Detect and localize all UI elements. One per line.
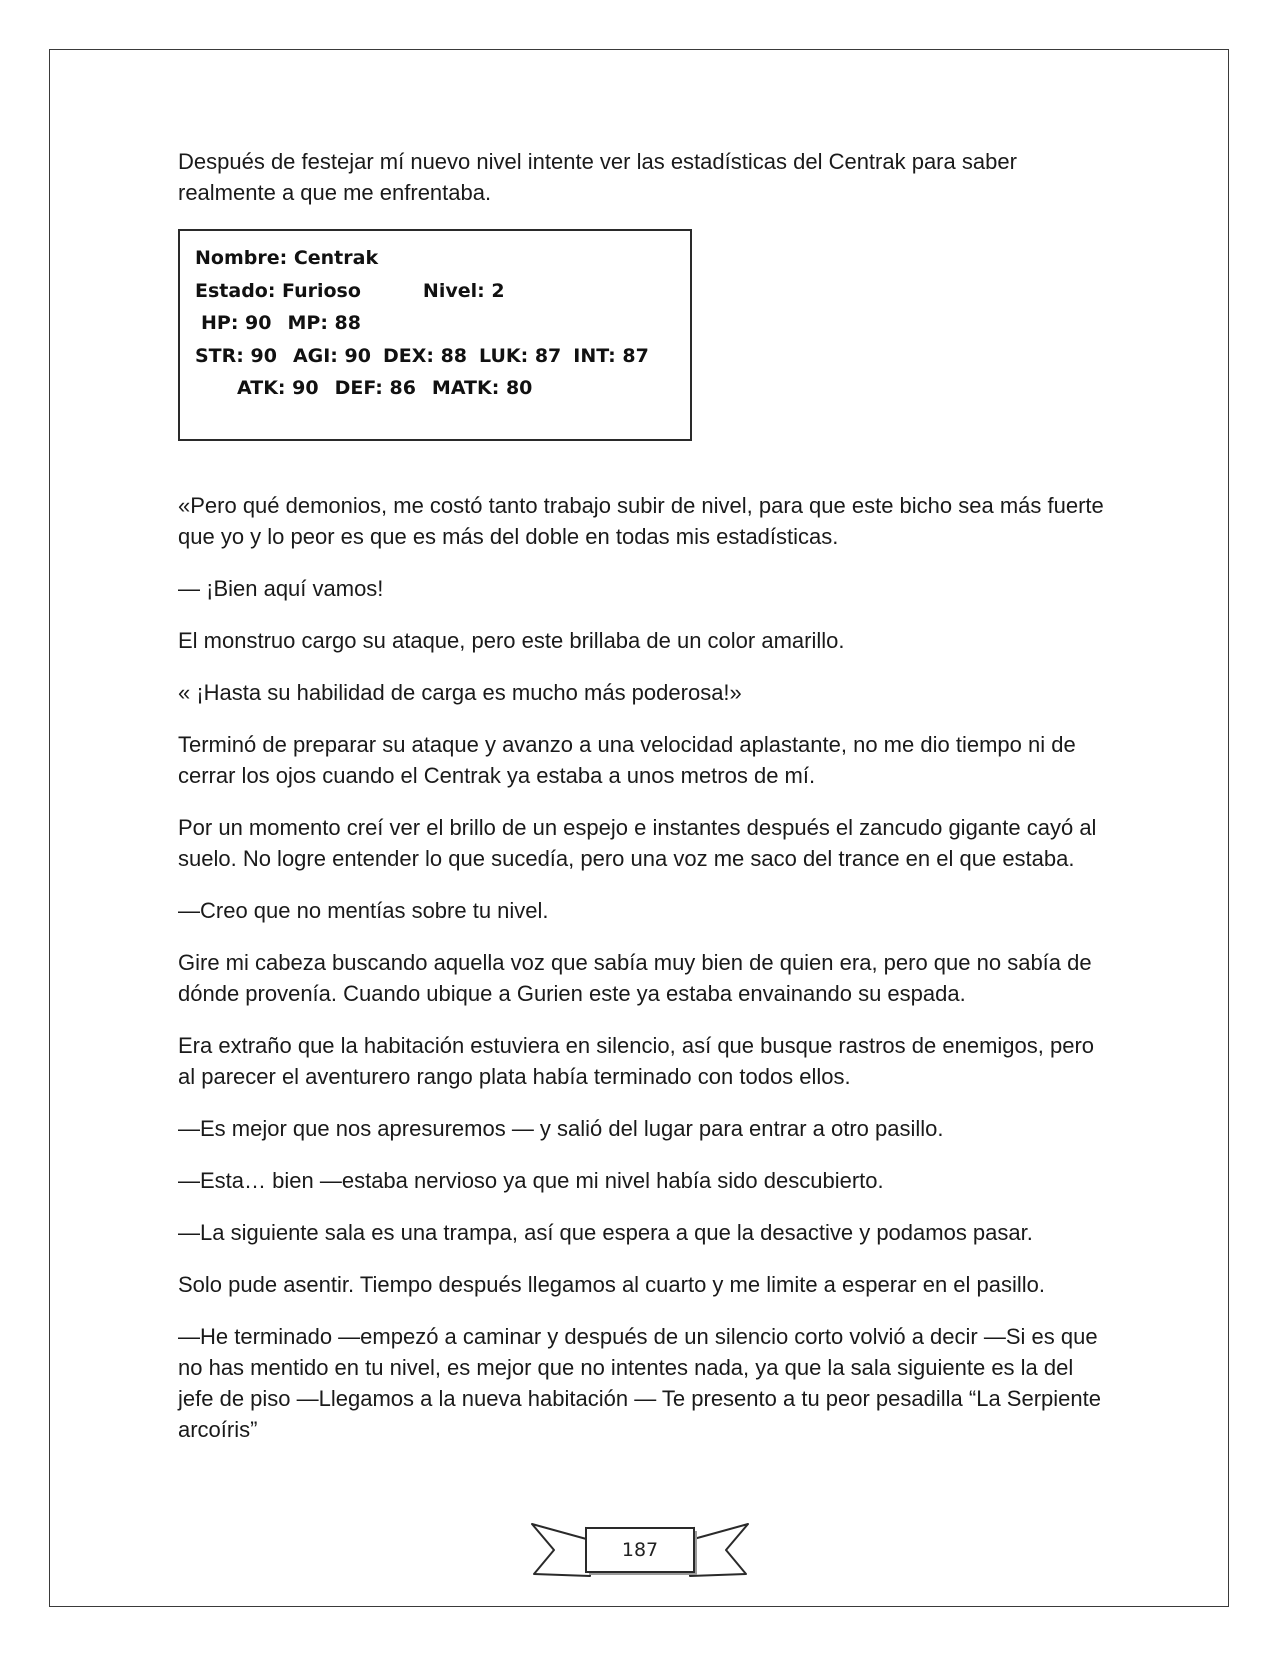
stats-attributes-row bbox=[195, 340, 690, 373]
paragraph: Solo pude asentir. Tiempo después llegamos al cuarto y me limite a esperar en el pasillo. bbox=[178, 1272, 1046, 1297]
stat-str: STR: 90 bbox=[195, 344, 277, 367]
dialogue-line: — ¡Bien aquí vamos! bbox=[178, 576, 384, 601]
intro-paragraph: Después de festejar mí nuevo nivel intente ver las estadísticas del Centrak para saber realmente a que me enfrentaba. bbox=[178, 149, 1017, 205]
paragraph: Por un momento creí ver el brillo de un espejo e instantes después el zancudo gigante cayó al suelo. No logre entender lo que sucedía, pero una voz me saco del trance en el que estaba. bbox=[178, 815, 1097, 871]
stat-int: INT: 87 bbox=[573, 344, 649, 367]
paragraph: Terminó de preparar su ataque y avanzo a una velocidad aplastante, no me dio tiempo ni de cerrar los ojos cuando el Centrak ya estaba a unos metros de mí. bbox=[178, 732, 1076, 788]
dialogue-line: —Esta… bien —estaba nervioso ya que mi nivel había sido descubierto. bbox=[178, 1168, 884, 1193]
stat-atk: ATK: 90 bbox=[237, 377, 319, 399]
dialogue-paragraph: —He terminado —empezó a caminar y después de un silencio corto volvió a decir —Si es que no has mentido en tu nivel, es mejor que no intentes nada, ya que la sala siguiente es la del jefe de piso —Llegamos a la nueva habitación — Te presento a tu peor pesadilla “La Serpiente arcoíris” bbox=[178, 1324, 1101, 1442]
stats-combat-row bbox=[195, 372, 690, 405]
dialogue-line: —La siguiente sala es una trampa, así que espera a que la desactive y podamos pasar. bbox=[178, 1220, 1033, 1245]
stat-def: DEF: 86 bbox=[334, 377, 416, 399]
stat-luk: LUK: 87 bbox=[479, 344, 562, 367]
stat-hp: HP: 90 bbox=[201, 312, 272, 334]
paragraph: Era extraño que la habitación estuviera en silencio, así que busque rastros de enemigos, pero al parecer el aventurero rango plata había terminado con todos ellos. bbox=[178, 1033, 1095, 1089]
stat-state: Estado: Furioso bbox=[195, 279, 361, 302]
page-number-banner bbox=[530, 1518, 750, 1586]
stat-dex: DEX: 88 bbox=[382, 344, 468, 367]
paragraph: El monstruo cargo su ataque, pero este brillaba de un color amarillo. bbox=[178, 628, 845, 653]
stat-agi: AGI: 90 bbox=[292, 344, 371, 367]
paragraph: Gire mi cabeza buscando aquella voz que sabía muy bien de quien era, pero que no sabía de dónde provenía. Cuando ubique a Gurien este ya estaba envainando su espada. bbox=[178, 950, 1092, 1006]
page-number: 187 bbox=[621, 1539, 659, 1561]
page-content bbox=[178, 146, 1108, 1466]
stat-mp: MP: 88 bbox=[287, 312, 361, 334]
stat-name: Nombre: Centrak bbox=[195, 247, 379, 269]
dialogue-line: —Creo que no mentías sobre tu nivel. bbox=[178, 898, 549, 923]
stats-name-row bbox=[195, 242, 690, 275]
stats-state-row bbox=[195, 275, 690, 308]
stat-level: Nivel: 2 bbox=[422, 279, 505, 302]
stats-hp-mp-row bbox=[195, 307, 690, 340]
thought-line: « ¡Hasta su habilidad de carga es mucho más poderosa!» bbox=[178, 680, 742, 705]
dialogue-line: —Es mejor que nos apresuremos — y salió del lugar para entrar a otro pasillo. bbox=[178, 1116, 944, 1141]
stat-matk: MATK: 80 bbox=[431, 377, 533, 399]
stats-box bbox=[178, 229, 692, 441]
paragraph: «Pero qué demonios, me costó tanto trabajo subir de nivel, para que este bicho sea más fuerte que yo y lo peor es que es más del doble en todas mis estadísticas. bbox=[178, 493, 1104, 549]
